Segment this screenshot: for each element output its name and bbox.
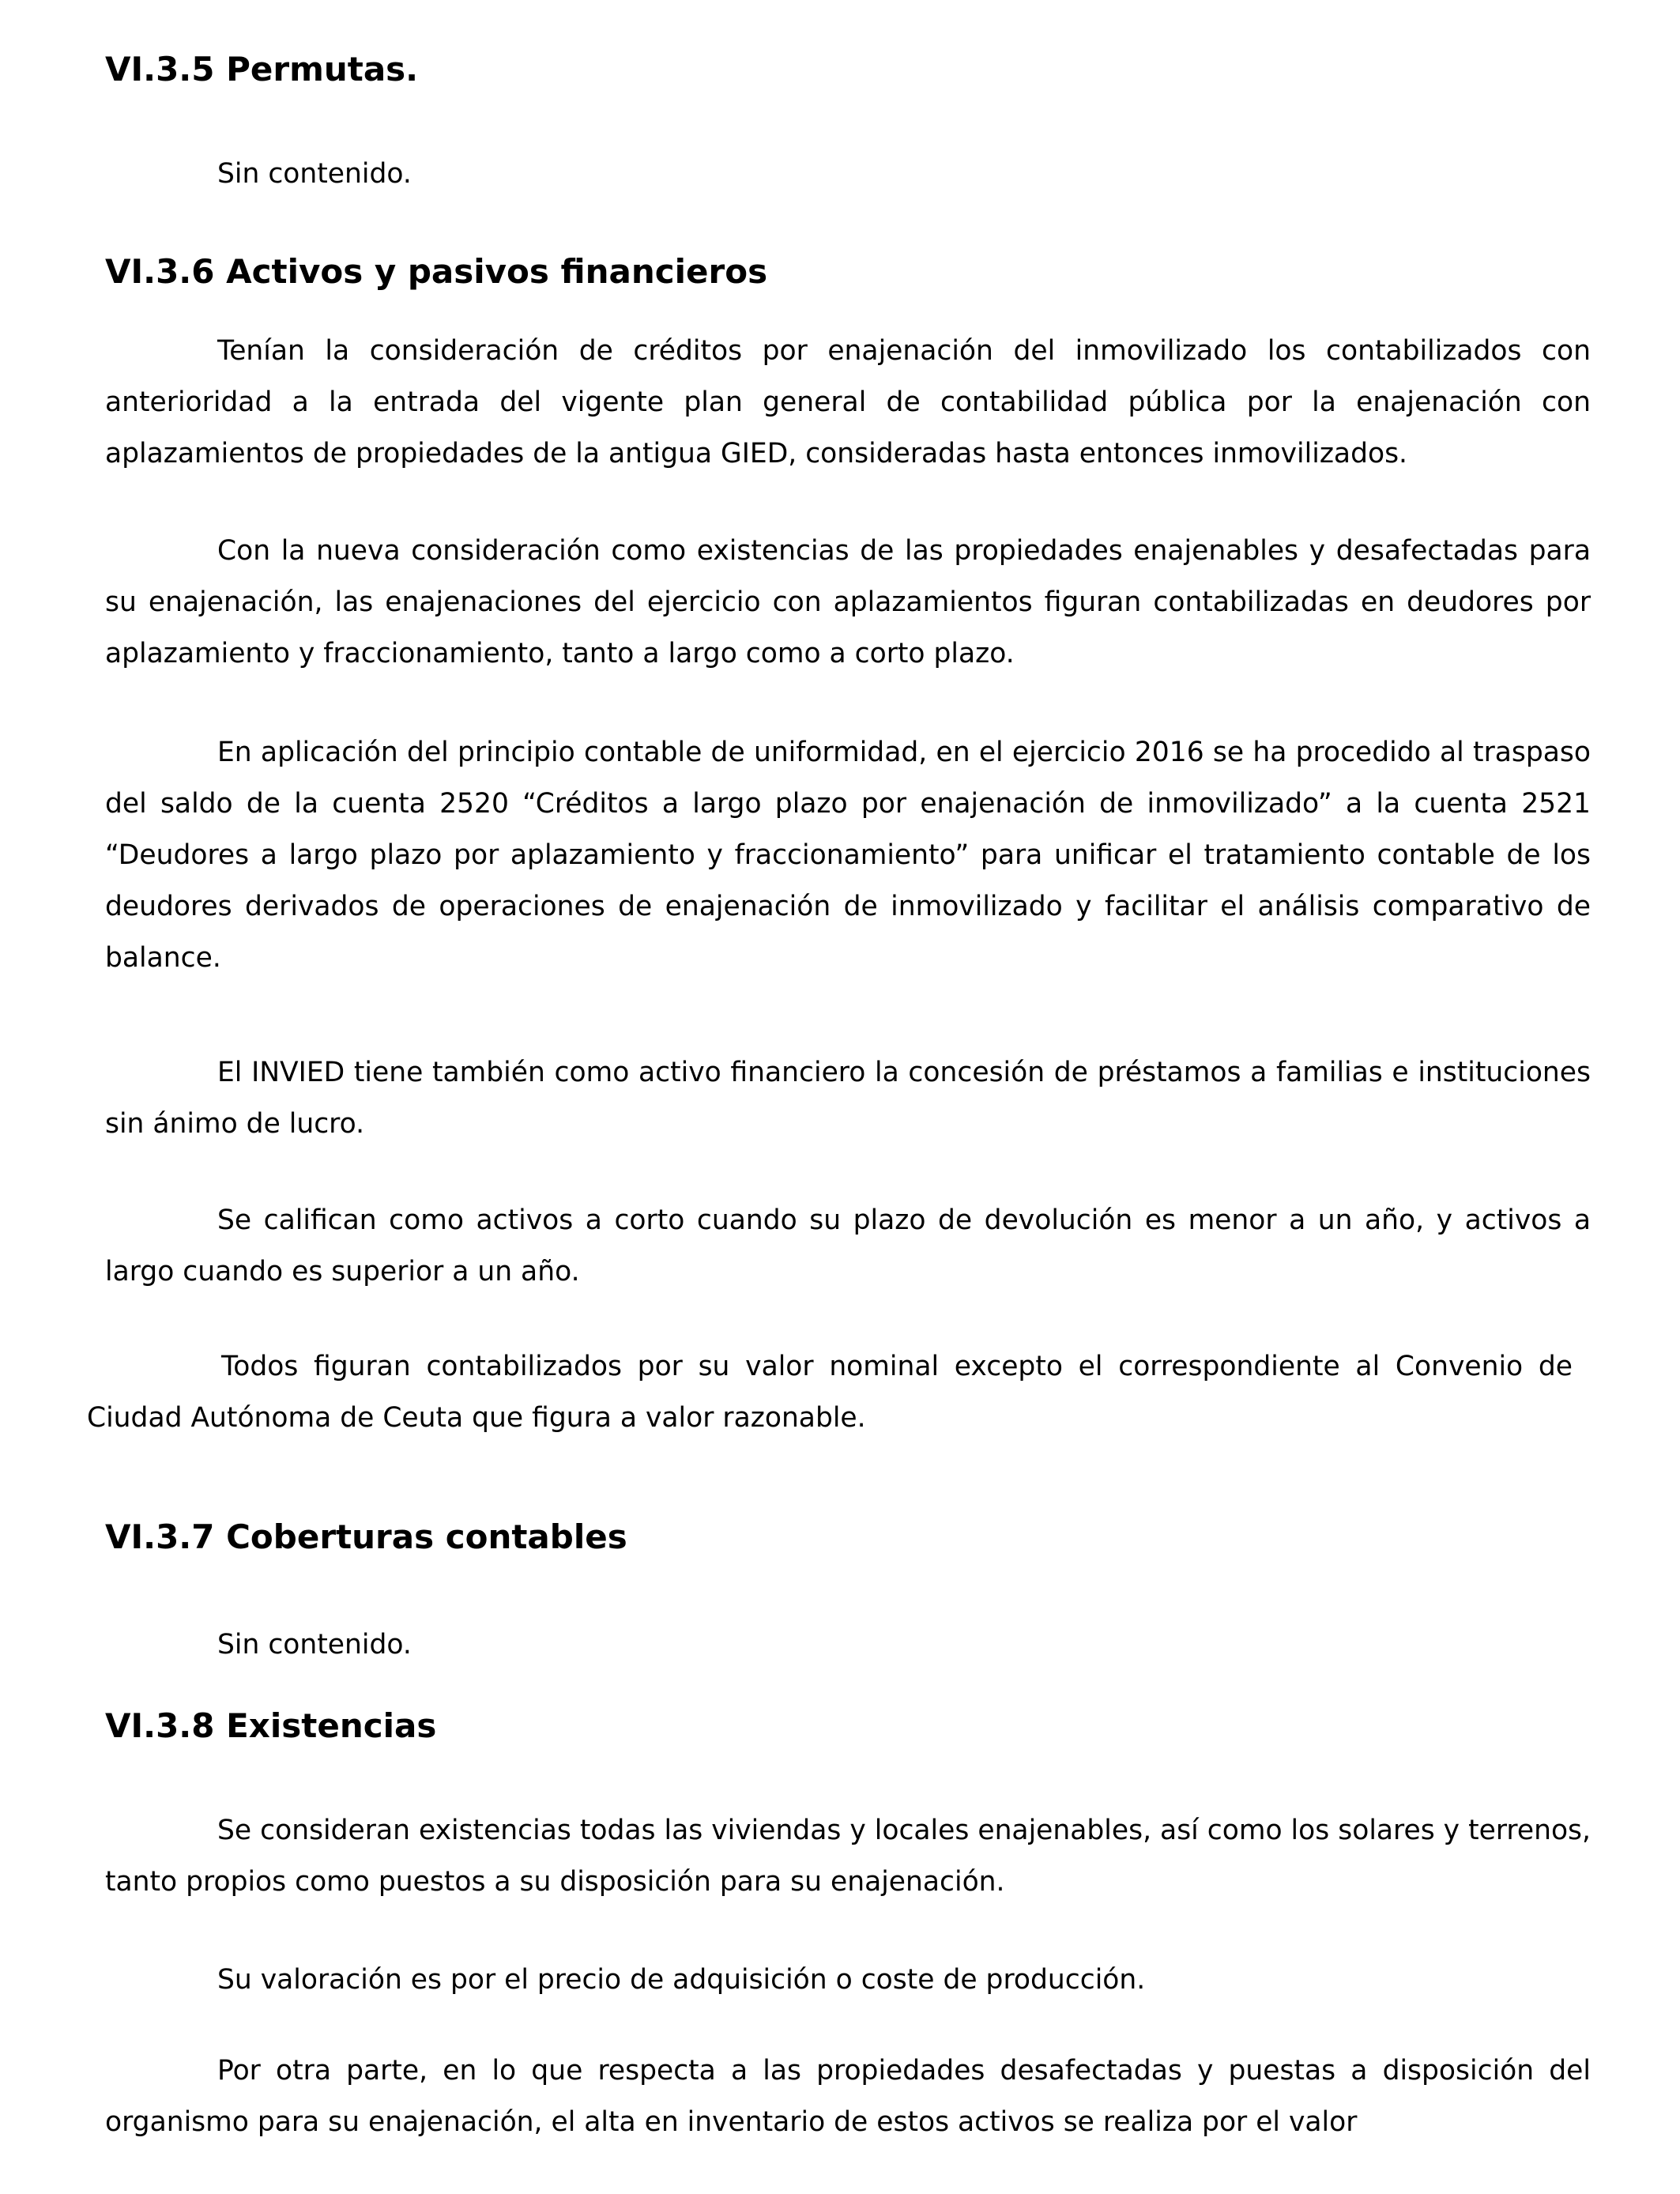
paragraph-creditos-enajenacion: Tenían la consideración de créditos por enajenación del inmovilizado los contabilizados con anterioridad a la entrada del vigente plan general de contabilidad pública por la enajenación con aplazamientos de propiedades de la antigua GIED, consideradas hasta entonces inmovilizados. [105,335,1591,469]
paragraph-valor-nominal: Todos figuran contabilizados por su valor nominal excepto el correspondiente al Convenio de Ciudad Autónoma de Ceuta que figura a valor razonable. [87,1351,1573,1434]
section-heading-coberturas: VI.3.7 Coberturas contables [105,1517,627,1556]
paragraph-permutas-sin-contenido: Sin contenido. [217,158,412,190]
paragraph-existencias-definicion: Se consideran existencias todas las viviendas y locales enajenables, así como los solares y terrenos, tanto propios como puestos a su disposición para su enajenación. [105,1815,1591,1898]
paragraph-principio-uniformidad: En aplicación del principio contable de uniformidad, en el ejercicio 2016 se ha procedido al traspaso del saldo de la cuenta 2520 “Créditos a largo plazo por enajenación de inmovilizado” a la cuenta 2521 “Deudores a largo plazo por aplazamiento y fraccionamiento” para unificar el tratamiento contable de los deudores derivados de operaciones de enajenación de inmovilizado y facilitar el análisis comparativo de balance. [105,737,1591,974]
paragraph-prestamos-familias: El INVIED tiene también como activo financiero la concesión de préstamos a familias e instituciones sin ánimo de lucro. [105,1057,1591,1140]
section-heading-permutas: VI.3.5 Permutas. [105,50,419,89]
paragraph-valoracion: Su valoración es por el precio de adquisición o coste de producción. [217,1964,1146,1996]
paragraph-nueva-consideracion: Con la nueva consideración como existencias de las propiedades enajenables y desafectadas para su enajenación, las enajenaciones del ejercicio con aplazamientos figuran contabilizadas en deudores por aplazamiento y fraccionamiento, tanto a largo como a corto plazo. [105,535,1591,669]
paragraph-activos-corto-largo: Se califican como activos a corto cuando su plazo de devolución es menor a un año, y activos a largo cuando es superior a un año. [105,1204,1591,1287]
section-heading-activos-pasivos: VI.3.6 Activos y pasivos financieros [105,252,768,291]
section-heading-existencias: VI.3.8 Existencias [105,1706,437,1745]
paragraph-propiedades-desafectadas: Por otra parte, en lo que respecta a las propiedades desafectadas y puestas a disposición del organismo para su enajenación, el alta en inventario de estos activos se realiza por el valor [105,2055,1591,2138]
paragraph-coberturas-sin-contenido: Sin contenido. [217,1629,412,1661]
